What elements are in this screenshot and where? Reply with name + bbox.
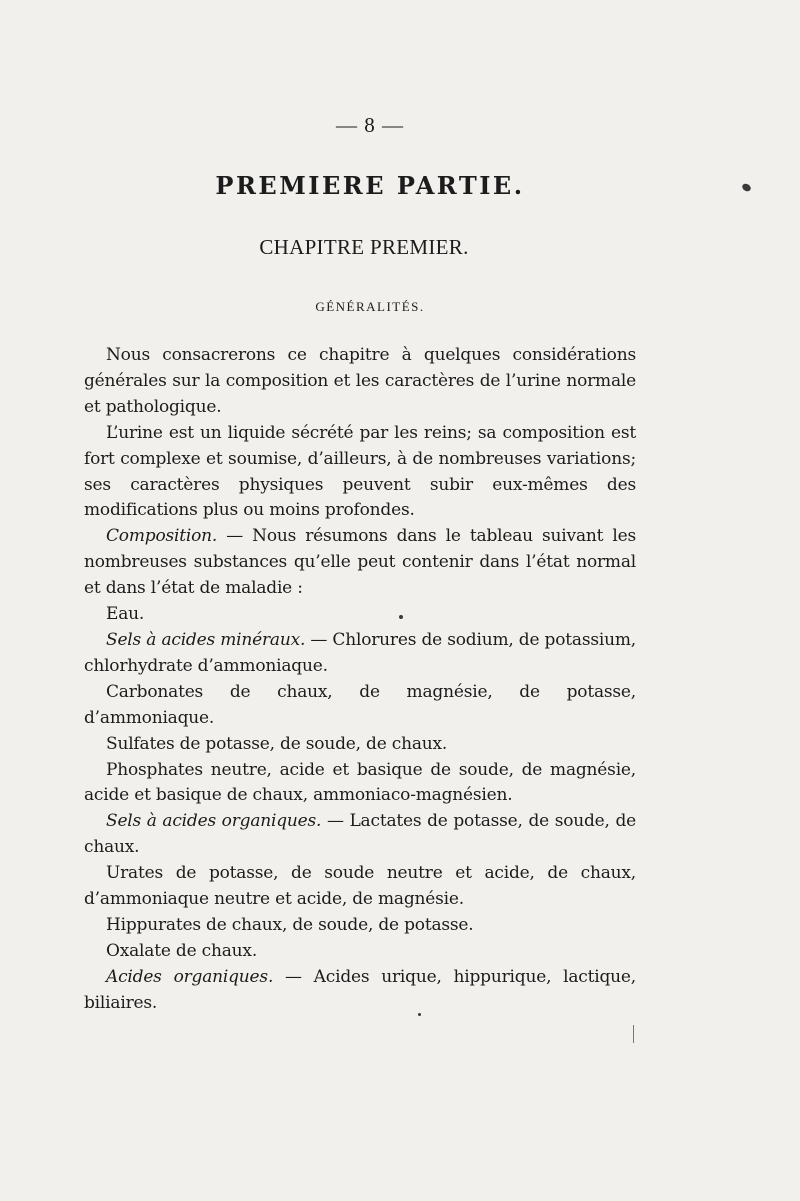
list-item-water: Eau. xyxy=(106,604,145,625)
organic-acids-label: Acides organiques. xyxy=(106,966,274,987)
body-text xyxy=(84,343,636,1017)
list-item-organic-salts xyxy=(84,809,636,861)
ink-speck xyxy=(633,1025,634,1043)
paragraph-intro: Nous consacrerons ce chapitre à quelques considérations générales sur la composition et les caractères de l’urine normale et pathologique. xyxy=(84,345,636,417)
list-item-organic-acids xyxy=(84,965,636,1017)
paragraph-urine-definition: L’urine est un liquide sécrété par les reins; sa composition est fort complexe et soumise, d’ailleurs, à de nombreuses variations; ses caractères physiques peuvent subir eux-mêmes des modifications plus ou moins profondes. xyxy=(84,422,636,521)
composition-label: Composition. xyxy=(106,526,218,547)
ink-speck xyxy=(741,182,752,193)
list-item-mineral-salts xyxy=(84,628,636,680)
organic-salts-text: — Lactates de potasse, de soude, de chaux. xyxy=(84,811,636,858)
list-item-oxalate: Oxalate de chaux. xyxy=(106,940,258,961)
list-item-urates: Urates de potasse, de soude neutre et acide, de chaux, d’ammoniaque neutre et acide, de magnésie. xyxy=(84,863,636,910)
ink-speck xyxy=(399,615,403,619)
chapter-title: CHAPITRE PREMIER. xyxy=(259,235,469,259)
list-item-sulfates: Sulfates de potasse, de soude, de chaux. xyxy=(106,733,448,754)
section-title: GÉNÉRALITÉS. xyxy=(315,299,425,314)
list-item-phosphates: Phosphates neutre, acide et basique de soude, de magnésie, acide et basique de chaux, ammoniaco-magnésien. xyxy=(84,759,636,806)
composition-text: — Nous résumons dans le tableau suivant les nombreuses substances qu’elle peut contenir dans l’état normal et dans l’état de maladie : xyxy=(84,526,636,599)
mineral-salts-text: — Chlorures de sodium, de potassium, chlorhydrate d’ammoniaque. xyxy=(84,629,636,676)
list-item-hippurates: Hippurates de chaux, de soude, de potasse. xyxy=(106,914,474,935)
paragraph-composition xyxy=(84,524,636,602)
part-title: PREMIERE PARTIE. xyxy=(215,171,525,200)
list-item-carbonates: Carbonates de chaux, de magnésie, de potasse, d’ammoniaque. xyxy=(84,681,636,728)
page-number: — 8 — xyxy=(336,113,404,137)
ink-speck xyxy=(418,1013,421,1016)
organic-acids-text: — Acides urique, hippurique, lactique, biliaires. xyxy=(84,966,636,1013)
mineral-salts-label: Sels à acides minéraux. xyxy=(106,629,306,650)
organic-salts-label: Sels à acides organiques. xyxy=(106,811,322,832)
